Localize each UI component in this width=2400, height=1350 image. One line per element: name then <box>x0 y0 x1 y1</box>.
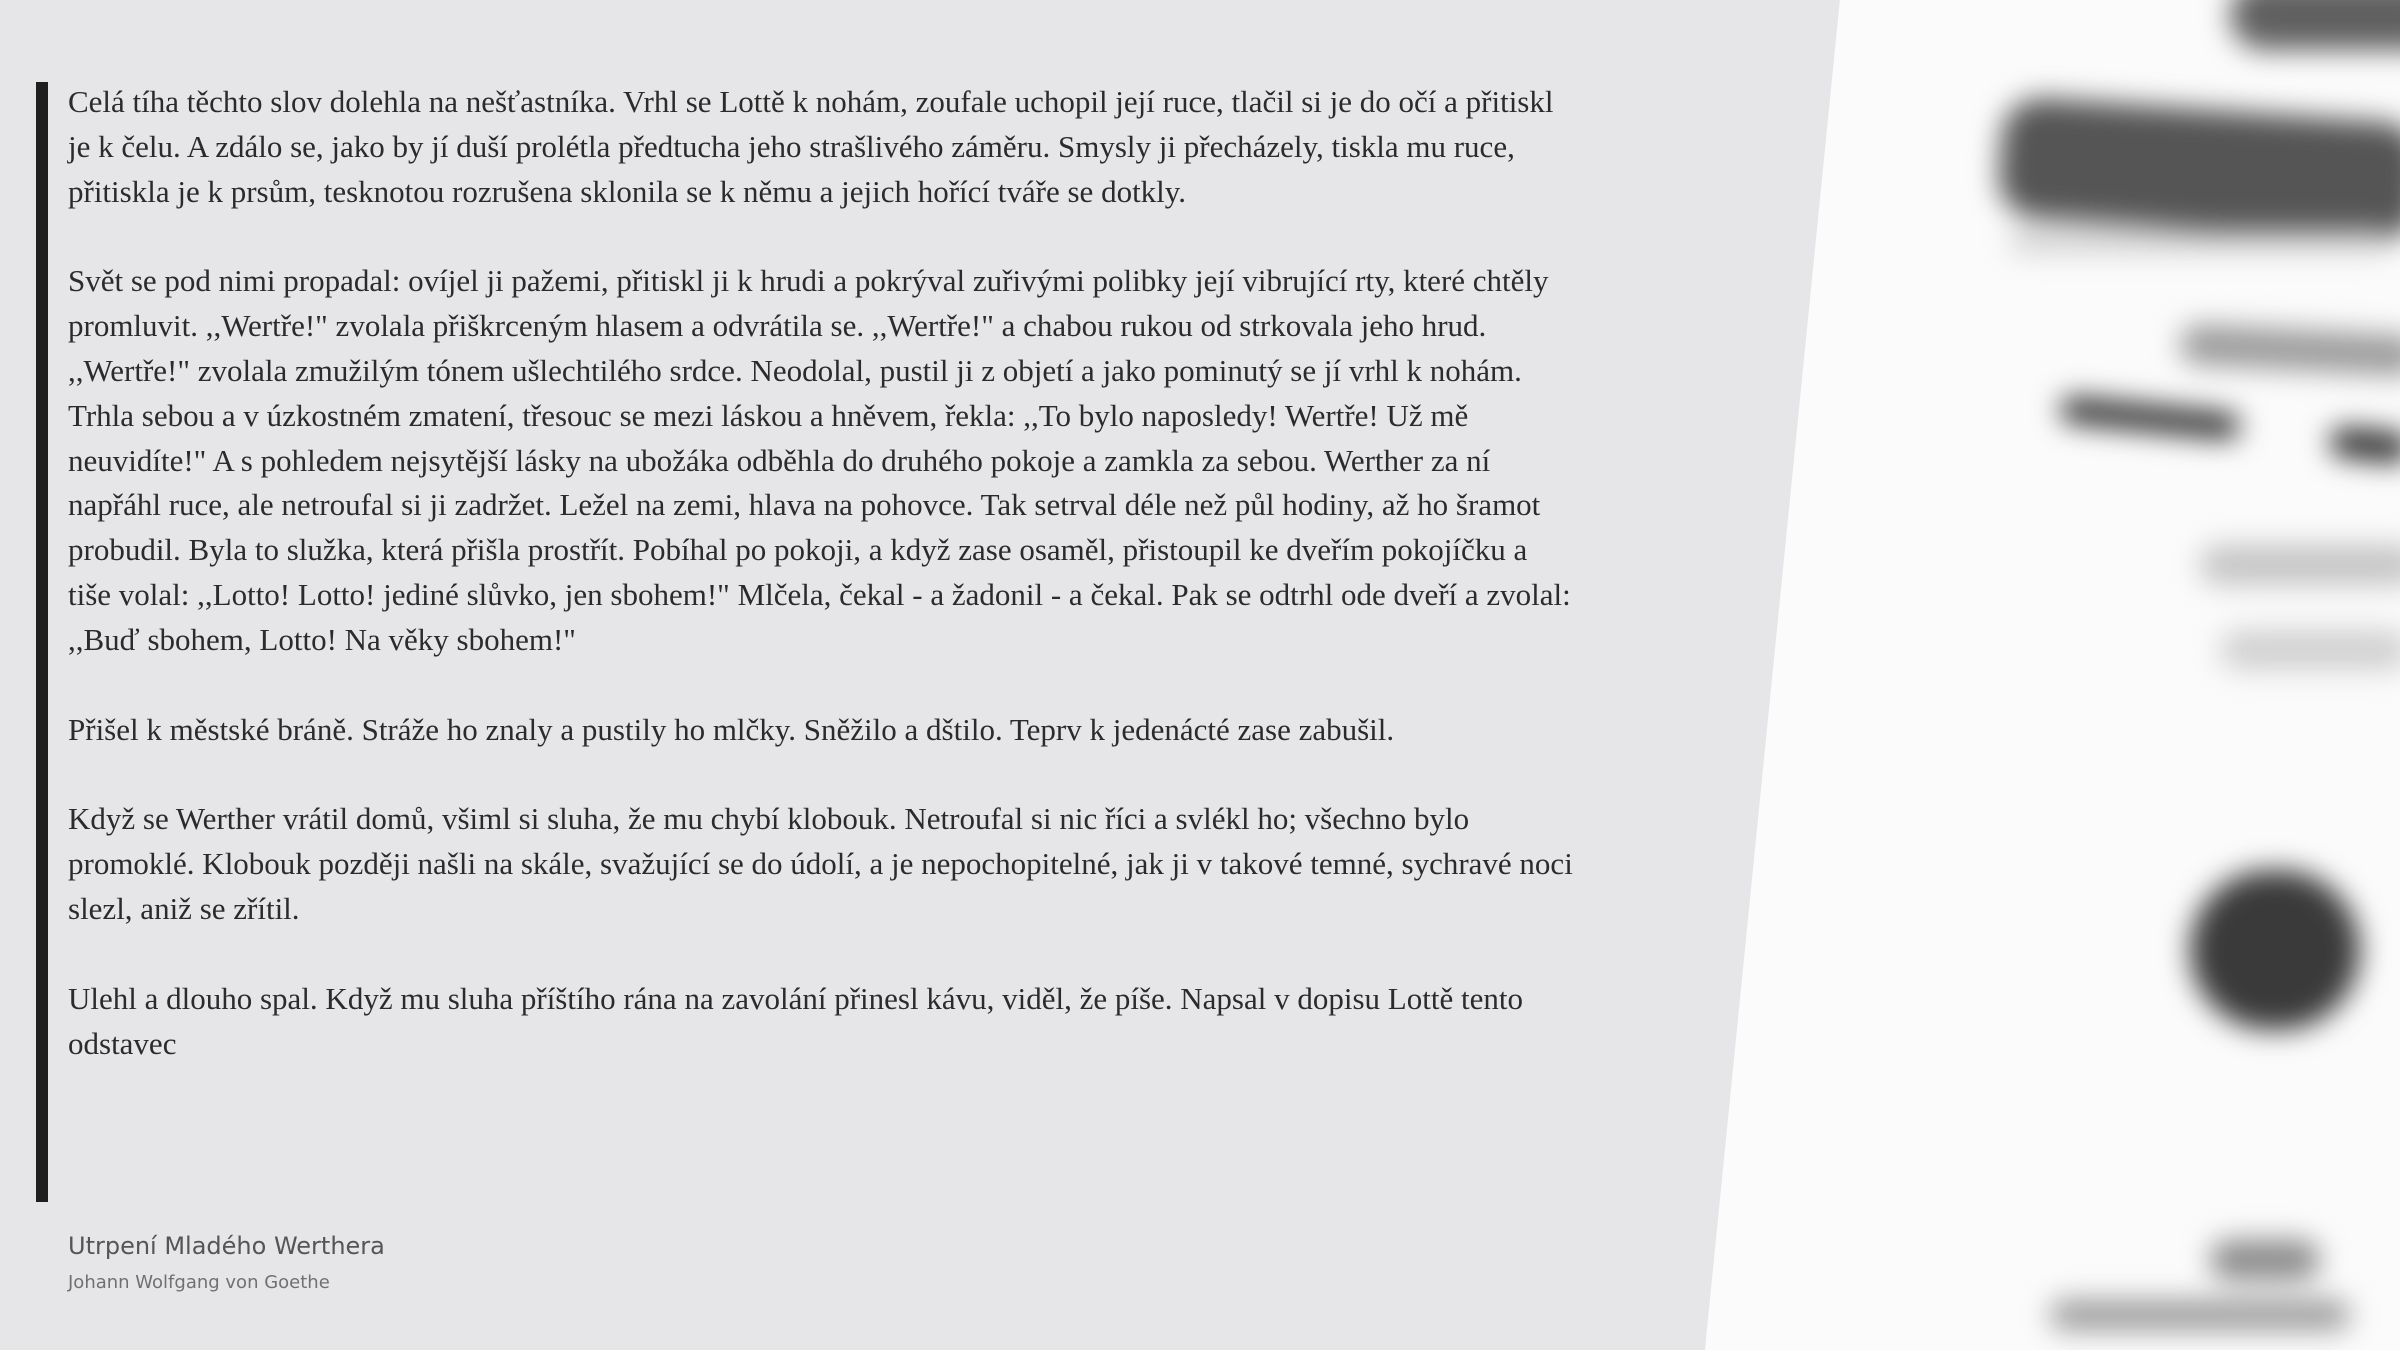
quote-text <box>68 80 1578 1066</box>
book-author: Johann Wolfgang von Goethe <box>68 1272 330 1293</box>
quote-paragraph: Celá tíha těchto slov dolehla na nešťastníka. Vrhl se Lottě k nohám, zoufale uchopil její ruce, tlačil si je do očí a přitiskl je k čelu. A zdálo se, jako by jí duší prolétla předtucha jeho strašlivého záměru. Smysly ji přecházely, tiskla mu ruce, přitiskla je k prsům, tesknotou rozrušena sklonila se k němu a jejich hořící tváře se dotkly. <box>68 84 1554 209</box>
book-title: Utrpení Mladého Werthera <box>68 1232 385 1260</box>
quote-paragraph: Ulehl a dlouho spal. Když mu sluha příštího rána na zavolání přinesl kávu, viděl, že píše. Napsal v dopisu Lottě tento odstavec <box>68 980 1523 1061</box>
quote-paragraph: Svět se pod nimi propadal: ovíjel ji pažemi, přitiskl ji k hrudi a pokrýval zuřivými polibky její vibrující rty, které chtěly promluvit. ,,Wertře!" zvolala přiškrceným hlasem a odvrátila se. ,,Wertře!" a chabou rukou od strkovala jeho hrud. ,,Wertře!" zvolala zmužilým tónem ušlechtilého srdce. Neodolal, pustil ji z objetí a jako pominutý se jí vrhl k nohám. Trhla sebou a v úzkostném zmatení, třesouc se mezi láskou a hněvem, řekla: ,,To bylo naposledy! Wertře! Už mě neuvidíte!" A s pohledem nejsytější lásky na ubožáka odběhla do druhého pokoje a zamkla za sebou. Werther za ní napřáhl ruce, ale netroufal si ji zadržet. Ležel na zemi, hlava na pohovce. Tak setrval déle než půl hodiny, až ho šramot probudil. Byla to služka, která přišla prostřít. Pobíhal po pokoji, a když zase osaměl, přistoupil ke dveřím pokojíčku a tiše volal: ,,Lotto! Lotto! jediné slůvko, jen sbohem!" Mlčela, čekal - a žadonil - a čekal. Pak se odtrhl ode dveří a zvolal: ,,Buď sbohem, Lotto! Na věky sbohem!" <box>68 263 1571 657</box>
quote-paragraph: Přišel k městské bráně. Stráže ho znaly a pustily ho mlčky. Sněžilo a dštilo. Teprv k jedenácté zase zabušil. <box>68 711 1395 747</box>
quote-accent-bar <box>36 82 48 1202</box>
quote-paragraph: Když se Werther vrátil domů, všiml si sluha, že mu chybí klobouk. Netroufal si nic říci a svlékl ho; všechno bylo promoklé. Klobouk později našli na skále, svažující se do údolí, a je nepochopitelné, jak ji v takové temné, sychravé noci slezl, aniž se zřítil. <box>68 801 1573 926</box>
